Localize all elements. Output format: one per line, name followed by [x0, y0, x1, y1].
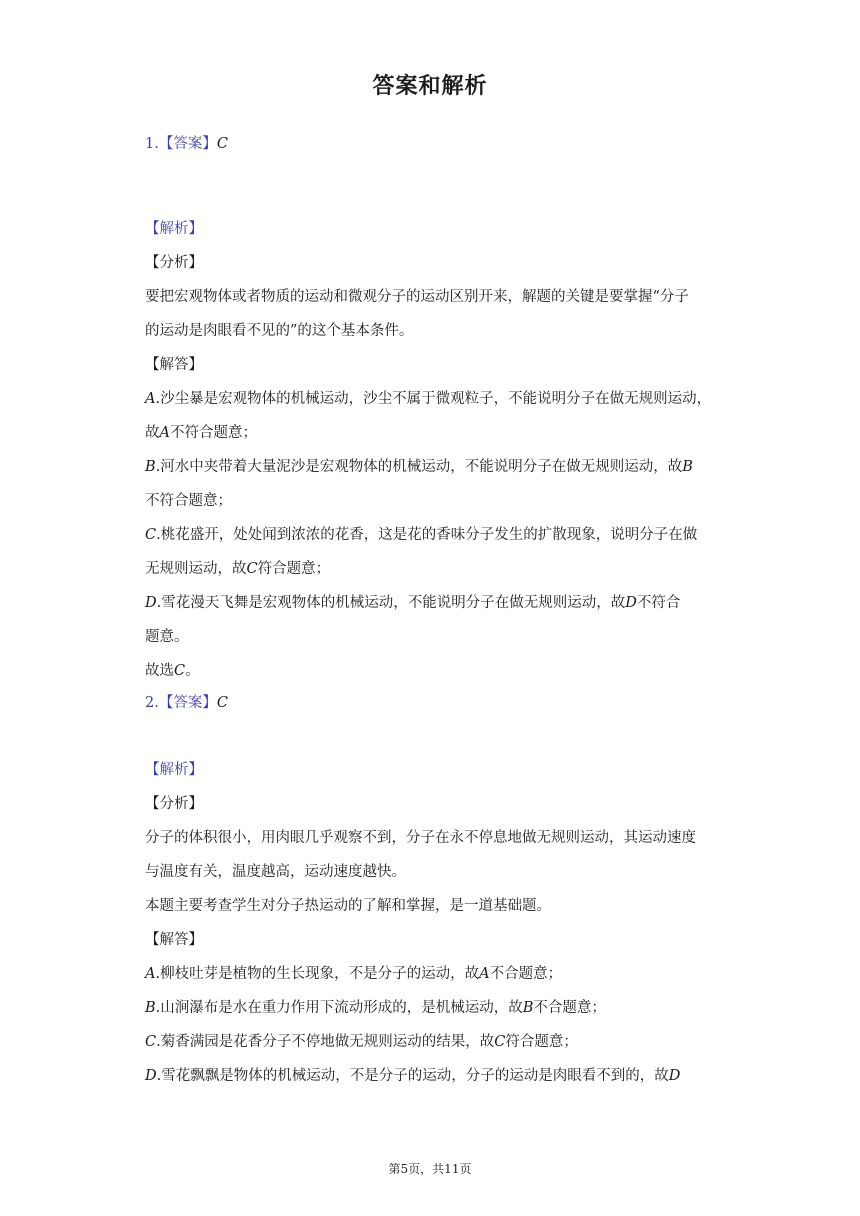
q1-option-a-pre: 故: [145, 425, 160, 441]
q1-conclusion-post: 。: [185, 663, 200, 679]
q2-option-d-letter: D: [145, 1068, 157, 1084]
q1-option-c-letter: C: [145, 527, 157, 543]
q1-option-d-line-2: 题意。: [145, 629, 189, 645]
q1-fenxi-tag: 【分析】: [145, 255, 203, 271]
q1-option-d-letter-2: D: [625, 595, 637, 611]
q1-option-d-line-1: [145, 592, 725, 614]
q1-conclusion-pre: 故选: [145, 663, 174, 679]
q2-option-a-letter-2: A: [479, 966, 490, 982]
q2-option-c: [145, 1031, 725, 1053]
q2-option-b-post: 不合题意；: [533, 1000, 606, 1016]
q1-answer-tag: 【答案】: [158, 136, 217, 152]
q1-option-a-line-1: [145, 388, 725, 410]
q2-option-b-letter: B: [145, 1000, 156, 1016]
q2-fenxi-line-3: 本题主要考查学生对分子热运动的了解和掌握，是一道基础题。: [145, 898, 551, 914]
q1-option-d-post: 不符合: [636, 595, 681, 611]
q2-answer-tag: 【答案】: [158, 695, 217, 711]
q1-fenxi-line-1: 要把宏观物体或者物质的运动和微观分子的运动区别开来，解题的关键是要掌握“分子: [145, 289, 689, 305]
q2-fenxi-line-1: 分子的体积很小，用肉眼几乎观察不到，分子在永不停息地做无规则运动，其运动速度: [145, 830, 696, 846]
q2-option-b: [145, 997, 725, 1019]
q2-option-d-text: .雪花飘飘是物体的机械运动，不是分子的运动，分子的运动是肉眼看不到的，故: [156, 1068, 669, 1084]
q1-option-a-text: .沙尘暴是宏观物体的机械运动，沙尘不属于微观粒子，不能说明分子在做无规则运动，: [155, 391, 712, 407]
q2-option-c-text: .菊香满园是花香分子不停地做无规则运动的结果，故: [156, 1034, 495, 1050]
q2-fenxi-line-2: 与温度有关，温度越高，运动速度越快。: [145, 864, 406, 880]
q2-jiexi-tag: 【解析】: [145, 762, 203, 778]
q2-answer-line: [145, 692, 725, 714]
q1-option-c-pre: 无规则运动，故: [145, 561, 247, 577]
q1-conclusion-letter: C: [174, 663, 186, 679]
q2-option-a-post: 不合题意；: [489, 966, 563, 982]
q2-option-a-text: .柳枝吐芽是植物的生长现象，不是分子的运动，故: [155, 966, 480, 982]
q2-option-c-post: 符合题意；: [505, 1034, 578, 1050]
q1-option-a-post: 不符合题意；: [169, 425, 257, 441]
q1-option-a-line-2: [145, 422, 725, 444]
q2-answer-value: C: [216, 695, 228, 711]
q2-option-d-letter-2: D: [668, 1068, 681, 1084]
q1-option-b-letter-2: B: [682, 459, 693, 475]
q2-option-a-letter: A: [145, 966, 156, 982]
q1-option-d-text: .雪花漫天飞舞是宏观物体的机械运动，不能说明分子在做无规则运动，故: [156, 595, 626, 611]
q1-answer-line: [145, 133, 725, 155]
q2-number: 2.: [145, 695, 159, 711]
page-title: 答案和解析: [372, 74, 488, 99]
q1-conclusion: [145, 660, 725, 682]
q1-option-a-letter-2: A: [159, 425, 170, 441]
q2-fenxi-tag: 【分析】: [145, 796, 203, 812]
q2-option-b-letter-2: B: [522, 1000, 534, 1016]
q1-jieda-tag: 【解答】: [145, 357, 203, 373]
q1-option-d-letter: D: [145, 595, 157, 611]
q1-number: 1.: [145, 136, 159, 152]
q1-answer-value: C: [216, 136, 228, 152]
q1-option-a-letter: A: [145, 391, 156, 407]
q1-option-c-line-1: [145, 524, 725, 546]
q2-jieda-tag: 【解答】: [145, 932, 203, 948]
q1-option-b-line-1: [145, 456, 725, 478]
page-footer: 第5页，共11页: [388, 1162, 472, 1176]
q2-option-c-letter: C: [145, 1034, 157, 1050]
q1-option-c-text: .桃花盛开，处处闻到浓浓的花香，这是花的香味分子发生的扩散现象，说明分子在做: [156, 527, 698, 543]
q1-jiexi-tag: 【解析】: [145, 221, 203, 237]
q2-option-a: [145, 963, 725, 985]
q2-option-d: [145, 1065, 725, 1087]
q1-option-b-line-2: 不符合题意；: [145, 493, 232, 509]
q2-option-c-letter-2: C: [494, 1034, 506, 1050]
q2-option-b-text: .山涧瀑布是水在重力作用下流动形成的，是机械运动，故: [155, 1000, 523, 1016]
q1-fenxi-line-2: 的运动是肉眼看不见的”的这个基本条件。: [145, 323, 414, 339]
q1-option-b-letter: B: [145, 459, 156, 475]
q1-option-c-letter-2: C: [246, 561, 258, 577]
q1-option-c-post: 符合题意；: [257, 561, 331, 577]
q1-option-b-text: .河水中夹带着大量泥沙是宏观物体的机械运动，不能说明分子在做无规则运动，故: [155, 459, 683, 475]
q1-option-c-line-2: [145, 558, 725, 580]
